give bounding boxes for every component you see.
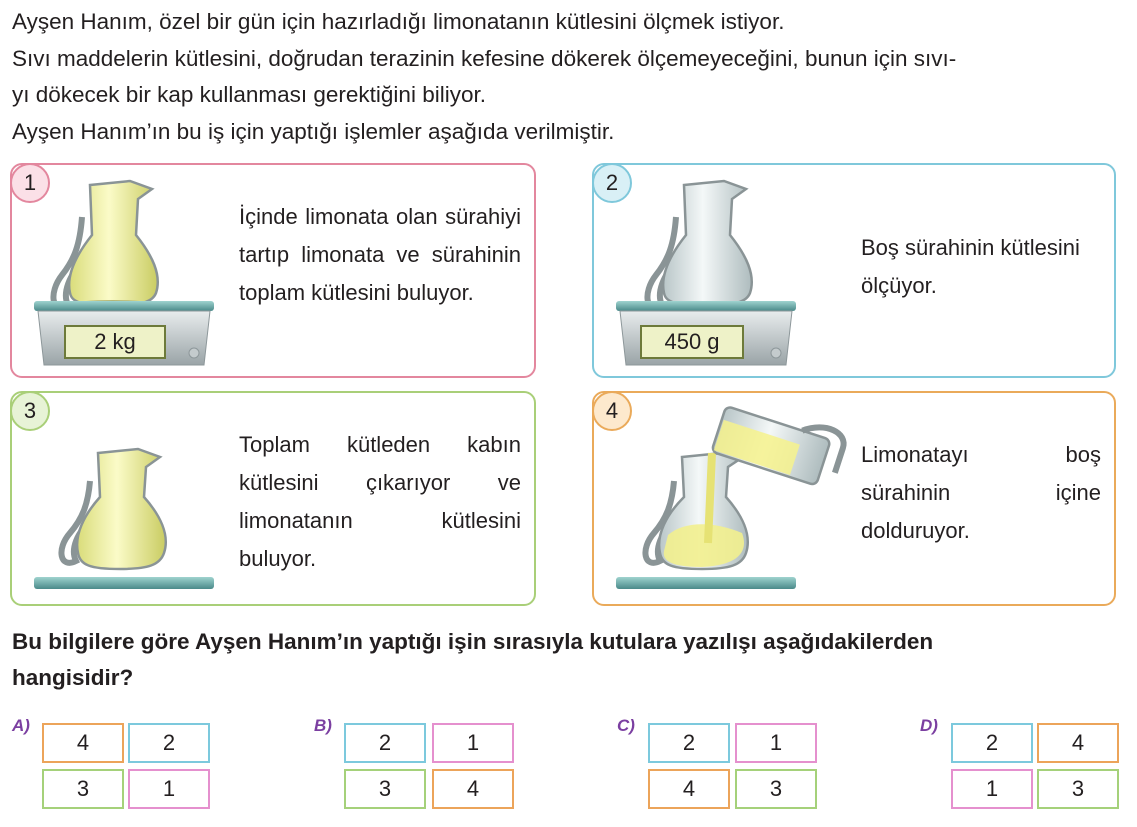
step-card-3 xyxy=(10,391,536,606)
option-d-cell[interactable]: 4 xyxy=(1037,723,1119,763)
jug-on-plate-illustration xyxy=(12,393,242,608)
option-a-cell[interactable]: 2 xyxy=(128,723,210,763)
option-b-cell[interactable]: 1 xyxy=(432,723,514,763)
scale-display: 450 g xyxy=(640,325,744,359)
option-b-cell[interactable]: 4 xyxy=(432,769,514,809)
option-b-cell[interactable]: 3 xyxy=(344,769,426,809)
option-c-label[interactable]: C) xyxy=(617,716,635,735)
option-a-label[interactable]: A) xyxy=(12,716,30,735)
intro-text xyxy=(12,4,1130,150)
question-text xyxy=(12,624,1130,696)
step-number-badge: 3 xyxy=(10,391,50,431)
question-line-2: hangisidir? xyxy=(12,665,134,690)
step-text: Limonatayı boş sürahinin içine dolduruyor. xyxy=(861,442,1101,543)
option-a-cell[interactable]: 4 xyxy=(42,723,124,763)
step-text: Boş sürahinin kütlesini ölçüyor. xyxy=(861,235,1080,298)
step-number-badge: 1 xyxy=(10,163,50,203)
intro-line-3: yı dökecek bir kap kullanması gerektiğini biliyor. xyxy=(12,82,486,107)
step-card-2 xyxy=(592,163,1116,378)
option-d-cell[interactable]: 3 xyxy=(1037,769,1119,809)
pouring-lemonade-illustration xyxy=(594,393,854,608)
step-number-badge: 2 xyxy=(592,163,632,203)
option-d-cell[interactable]: 1 xyxy=(951,769,1033,809)
step-text: İçinde limonata olan sürahiyi tartıp limonata ve sürahinin toplam kütlesini buluyor. xyxy=(239,204,521,305)
intro-line-4: Ayşen Hanım’ın bu iş için yaptığı işlemler aşağıda verilmiştir. xyxy=(12,118,615,144)
step-text: Toplam kütleden kabın kütlesini çıkarıyor ve limonatanın kütlesini buluyor. xyxy=(239,432,521,571)
option-a-cell[interactable]: 1 xyxy=(128,769,210,809)
option-c-cell[interactable]: 4 xyxy=(648,769,730,809)
intro-line-2: Sıvı maddelerin kütlesini, doğrudan terazinin kefesine dökerek ölçemeyeceğini, bunun için sıvı- xyxy=(12,45,957,71)
question-line-1: Bu bilgilere göre Ayşen Hanım’ın yaptığı işin sırasıyla kutulara yazılışı aşağıdakilerden xyxy=(12,629,934,654)
option-b-cell[interactable]: 2 xyxy=(344,723,426,763)
option-d-cell[interactable]: 2 xyxy=(951,723,1033,763)
option-c-cell[interactable]: 3 xyxy=(735,769,817,809)
scale-display: 2 kg xyxy=(64,325,166,359)
step-card-4 xyxy=(592,391,1116,606)
option-c-cell[interactable]: 1 xyxy=(735,723,817,763)
step-number-badge: 4 xyxy=(592,391,632,431)
option-b-label[interactable]: B) xyxy=(314,716,332,735)
option-a-cell[interactable]: 3 xyxy=(42,769,124,809)
option-c-cell[interactable]: 2 xyxy=(648,723,730,763)
option-d-label[interactable]: D) xyxy=(920,716,938,735)
intro-line-1: Ayşen Hanım, özel bir gün için hazırladığı limonatanın kütlesini ölçmek istiyor. xyxy=(12,9,785,34)
step-card-1 xyxy=(10,163,536,378)
